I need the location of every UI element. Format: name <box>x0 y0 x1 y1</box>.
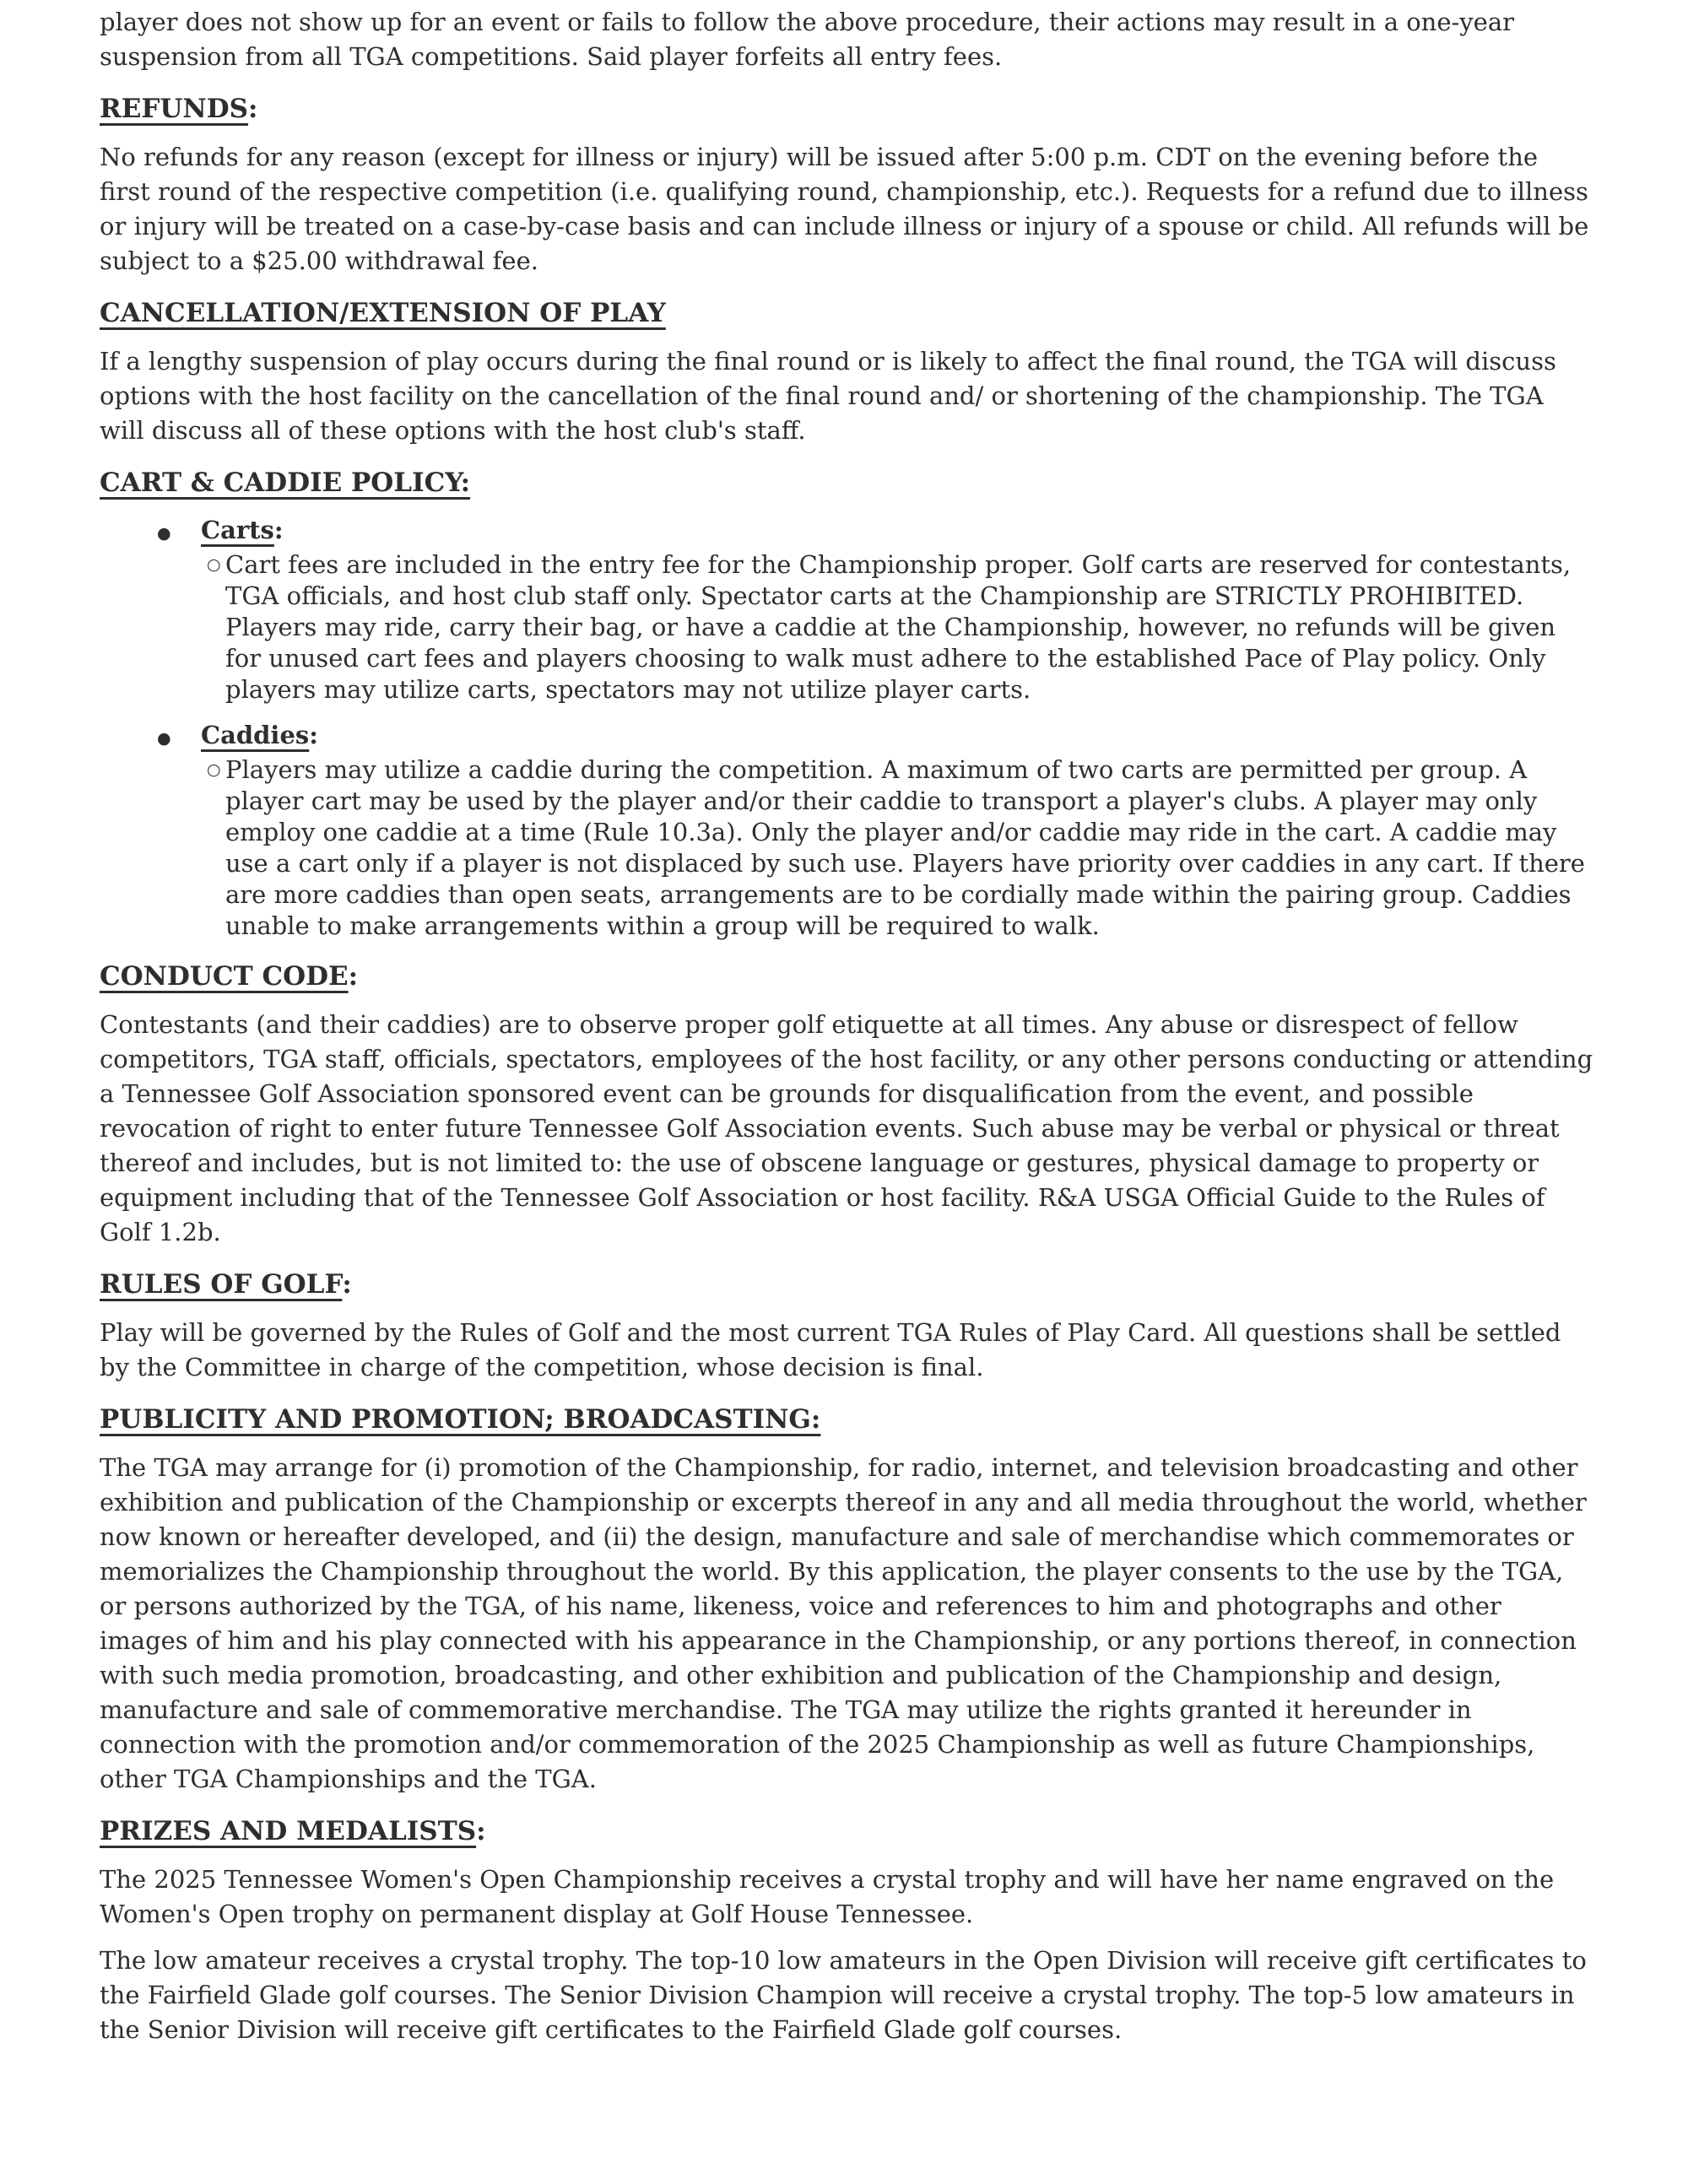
bullet-icon: ● <box>157 729 171 748</box>
conduct-code-heading-text: CONDUCT CODE <box>100 961 349 992</box>
bullet-icon: ● <box>157 524 171 543</box>
carts-sub-item <box>100 549 1595 705</box>
carts-paragraph: Cart fees are included in the entry fee for the Championship proper. Golf carts are reserved for contestants, TGA officials, and host club staff only. Spectator carts at the Championship are STRICTLY PROHIBITED. Players may ride, carry their bag, or have a caddie at the Championship, however, no refunds will be given for unused cart fees and players choosing to walk must adhere to the established Pace of Play policy. Only players may utilize carts, spectators may not utilize player carts. <box>225 550 1572 704</box>
circle-bullet-icon: ○ <box>207 760 221 779</box>
caddies-label-colon: : <box>309 721 318 749</box>
cart-caddie-bullet-list <box>100 514 1595 942</box>
refunds-heading-colon: : <box>248 94 258 124</box>
conduct-code-heading-colon: : <box>348 961 359 992</box>
carts-label <box>201 514 284 546</box>
prizes-paragraph-2: The low amateur receives a crystal trophy. The top-10 low amateurs in the Open Division will receive gift certificates to the Fairfield Glade golf courses. The Senior Division Champion will receive a crystal trophy. The top-5 low amateurs in the Senior Division will receive gift certificates to the Fairfield Glade golf courses. <box>100 1946 1587 2044</box>
prizes-heading-colon: : <box>476 1816 486 1846</box>
prizes-heading <box>100 1815 1595 1847</box>
cart-caddie-heading-text: CART & CADDIE POLICY: <box>100 468 471 498</box>
refunds-paragraph: No refunds for any reason (except for illness or injury) will be issued after 5:00 p.m. CDT on the evening before the first round of the respective competition (i.e. qualifying round, championship, etc.). Requests for a refund due to illness or injury will be treated on a case-by-case basis and can include illness or injury of a spouse or child. All refunds will be subject to a $25.00 withdrawal fee. <box>100 143 1589 275</box>
carts-label-text: Carts <box>201 516 274 544</box>
rules-of-golf-heading-colon: : <box>342 1269 352 1300</box>
bullet-item-caddies <box>100 719 1595 754</box>
refunds-heading <box>100 93 1595 125</box>
publicity-paragraph: The TGA may arrange for (i) promotion of the Championship, for radio, internet, and television broadcasting and other exhibition and publication of the Championship or excerpts thereof in any and all media throughout the world, whether now known or hereafter developed, and (ii) the design, manufacture and sale of merchandise which commemorates or memorializes the Championship throughout the world. By this application, the player consents to the use by the TGA, or persons authorized by the TGA, of his name, likeness, voice and references to him and photographs and other images of him and his play connected with his appearance in the Championship, or any portions thereof, in connection with such media promotion, broadcasting, and other exhibition and publication of the Championship and design, manufacture and sale of commemorative merchandise. The TGA may utilize the rights granted it hereunder in connection with the promotion and/or commemoration of the 2025 Championship as well as future Championships, other TGA Championships and the TGA. <box>100 1453 1587 1793</box>
rules-of-golf-heading <box>100 1268 1595 1300</box>
caddies-label-text: Caddies <box>201 721 310 749</box>
prizes-heading-text: PRIZES AND MEDALISTS <box>100 1816 477 1846</box>
rules-of-golf-heading-text: RULES OF GOLF <box>100 1269 343 1300</box>
intro-paragraph: player does not show up for an event or fails to follow the above procedure, their actions may result in a one-year suspension from all TGA competitions. Said player forfeits all entry fees. <box>100 8 1514 71</box>
cart-caddie-heading <box>100 467 1595 499</box>
cancellation-heading <box>100 297 1595 329</box>
cancellation-heading-text: CANCELLATION/EXTENSION OF PLAY <box>100 298 666 328</box>
publicity-heading-text: PUBLICITY AND PROMOTION; BROADCASTING: <box>100 1404 821 1435</box>
conduct-code-heading <box>100 960 1595 992</box>
caddies-sub-item <box>100 754 1595 942</box>
carts-label-colon: : <box>273 516 284 544</box>
publicity-heading <box>100 1403 1595 1435</box>
caddies-paragraph: Players may utilize a caddie during the competition. A maximum of two carts are permitted per group. A player cart may be used by the player and/or their caddie to transport a player's clubs. A player may only employ one caddie at a time (Rule 10.3a). Only the player and/or caddie may ride in the cart. A caddie may use a cart only if a player is not displaced by such use. Players have priority over caddies in any cart. If there are more caddies than open seats, arrangements are to be cordially made within the pairing group. Caddies unable to make arrangements within a group will be required to walk. <box>225 755 1585 940</box>
cancellation-paragraph: If a lengthy suspension of play occurs during the final round or is likely to affect the final round, the TGA will discuss options with the host facility on the cancellation of the final round and/ or shortening of the championship. The TGA will discuss all of these options with the host club's staff. <box>100 347 1556 445</box>
prizes-paragraph-1: The 2025 Tennessee Women's Open Championship receives a crystal trophy and will have her name engraved on the Women's Open trophy on permanent display at Golf House Tennessee. <box>100 1865 1555 1928</box>
conduct-code-paragraph: Contestants (and their caddies) are to observe proper golf etiquette at all times. Any abuse or disrespect of fellow competitors, TGA staff, officials, spectators, employees of the host facility, or any other persons conducting or attending a Tennessee Golf Association sponsored event can be grounds for disqualification from the event, and possible revocation of right to enter future Tennessee Golf Association events. Such abuse may be verbal or physical or threat thereof and includes, but is not limited to: the use of obscene language or gestures, physical damage to property or equipment including that of the Tennessee Golf Association or host facility. R&A USGA Official Guide to the Rules of Golf 1.2b. <box>100 1010 1593 1246</box>
refunds-heading-text: REFUNDS <box>100 94 249 124</box>
bullet-item-carts <box>100 514 1595 549</box>
rules-of-golf-paragraph: Play will be governed by the Rules of Golf and the most current TGA Rules of Play Card. All questions shall be settled by the Committee in charge of the competition, whose decision is final. <box>100 1318 1561 1381</box>
caddies-label <box>201 719 318 751</box>
circle-bullet-icon: ○ <box>207 555 221 574</box>
